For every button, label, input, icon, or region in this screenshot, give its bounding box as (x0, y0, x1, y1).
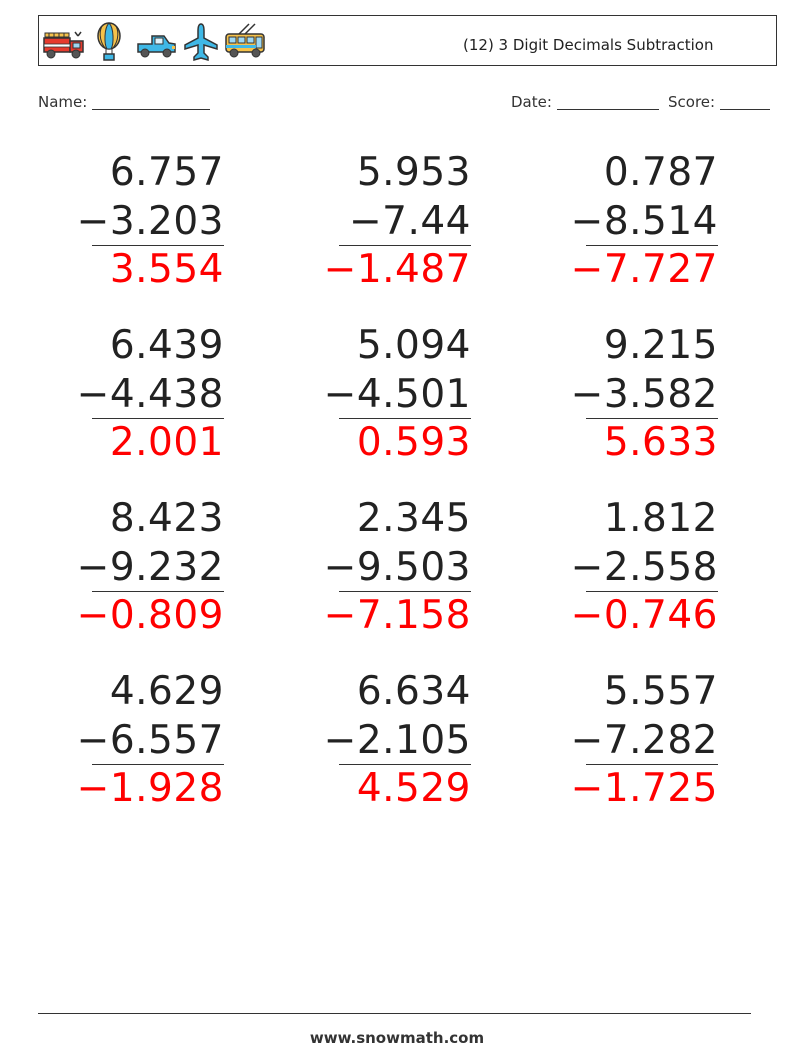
minuend: 5.557 (603, 669, 718, 714)
answer-rule (92, 418, 224, 419)
subtrahend: −7.282 (570, 718, 718, 763)
subtrahend: −4.501 (323, 372, 471, 417)
minuend: 5.094 (356, 323, 471, 368)
answer-rule (339, 764, 471, 765)
answer-rule (586, 764, 718, 765)
subtrahend: −6.557 (76, 718, 224, 763)
answer: 0.593 (356, 420, 471, 465)
minuend: 9.215 (603, 323, 718, 368)
minuend: 2.345 (356, 496, 471, 541)
minuend: 6.757 (109, 150, 224, 195)
answer: 4.529 (356, 766, 471, 811)
problem-5 (323, 323, 471, 466)
date-blank[interactable] (557, 95, 659, 110)
footer-site: www.snowmath.com (309, 1029, 485, 1047)
answer: 5.633 (603, 420, 718, 465)
problem-11 (323, 669, 471, 812)
trolleybus-icon (223, 22, 269, 62)
subtrahend: −8.514 (570, 199, 718, 244)
minuend: 4.629 (109, 669, 224, 714)
answer: −1.725 (570, 766, 718, 811)
subtrahend: −2.558 (570, 545, 718, 590)
minuend: 6.439 (109, 323, 224, 368)
problem-9 (570, 496, 718, 639)
subtrahend: −9.503 (323, 545, 471, 590)
date-field (511, 93, 659, 111)
subtrahend: −3.203 (76, 199, 224, 244)
problem-3 (570, 150, 718, 293)
score-label: Score: (668, 93, 716, 111)
problem-10 (76, 669, 224, 812)
fire-truck-icon (42, 22, 86, 62)
problem-8 (323, 496, 471, 639)
hot-air-balloon-icon (94, 22, 124, 62)
airplane-icon (183, 22, 219, 62)
subtrahend: −9.232 (76, 545, 224, 590)
answer: −1.487 (323, 247, 471, 292)
answer-rule (92, 764, 224, 765)
name-blank[interactable] (92, 95, 210, 110)
minuend: 5.953 (356, 150, 471, 195)
minuend: 8.423 (109, 496, 224, 541)
answer-rule (339, 591, 471, 592)
answer-rule (339, 245, 471, 246)
answer-rule (92, 591, 224, 592)
minuend: 1.812 (603, 496, 718, 541)
problem-4 (76, 323, 224, 466)
answer-rule (339, 418, 471, 419)
problem-1 (76, 150, 224, 293)
answer: −0.809 (76, 593, 224, 638)
answer: 2.001 (109, 420, 224, 465)
name-label: Name: (38, 93, 88, 111)
minuend: 6.634 (356, 669, 471, 714)
header-box (38, 15, 777, 66)
answer: 3.554 (109, 247, 224, 292)
answer-rule (586, 591, 718, 592)
worksheet-title: (12) 3 Digit Decimals Subtraction (463, 36, 714, 54)
pickup-truck-icon (134, 22, 178, 62)
answer-rule (586, 245, 718, 246)
answer-rule (586, 418, 718, 419)
subtrahend: −2.105 (323, 718, 471, 763)
minuend: 0.787 (603, 150, 718, 195)
problem-7 (76, 496, 224, 639)
subtrahend: −7.44 (348, 199, 471, 244)
score-field (668, 93, 770, 111)
answer-rule (92, 245, 224, 246)
name-field (38, 93, 210, 111)
answer: −1.928 (76, 766, 224, 811)
problem-6 (570, 323, 718, 466)
subtrahend: −4.438 (76, 372, 224, 417)
problem-2 (323, 150, 471, 293)
answer: −7.158 (323, 593, 471, 638)
subtrahend: −3.582 (570, 372, 718, 417)
answer: −0.746 (570, 593, 718, 638)
problem-12 (570, 669, 718, 812)
footer-divider (38, 1013, 751, 1014)
date-label: Date: (511, 93, 552, 111)
answer: −7.727 (570, 247, 718, 292)
score-blank[interactable] (720, 95, 770, 110)
